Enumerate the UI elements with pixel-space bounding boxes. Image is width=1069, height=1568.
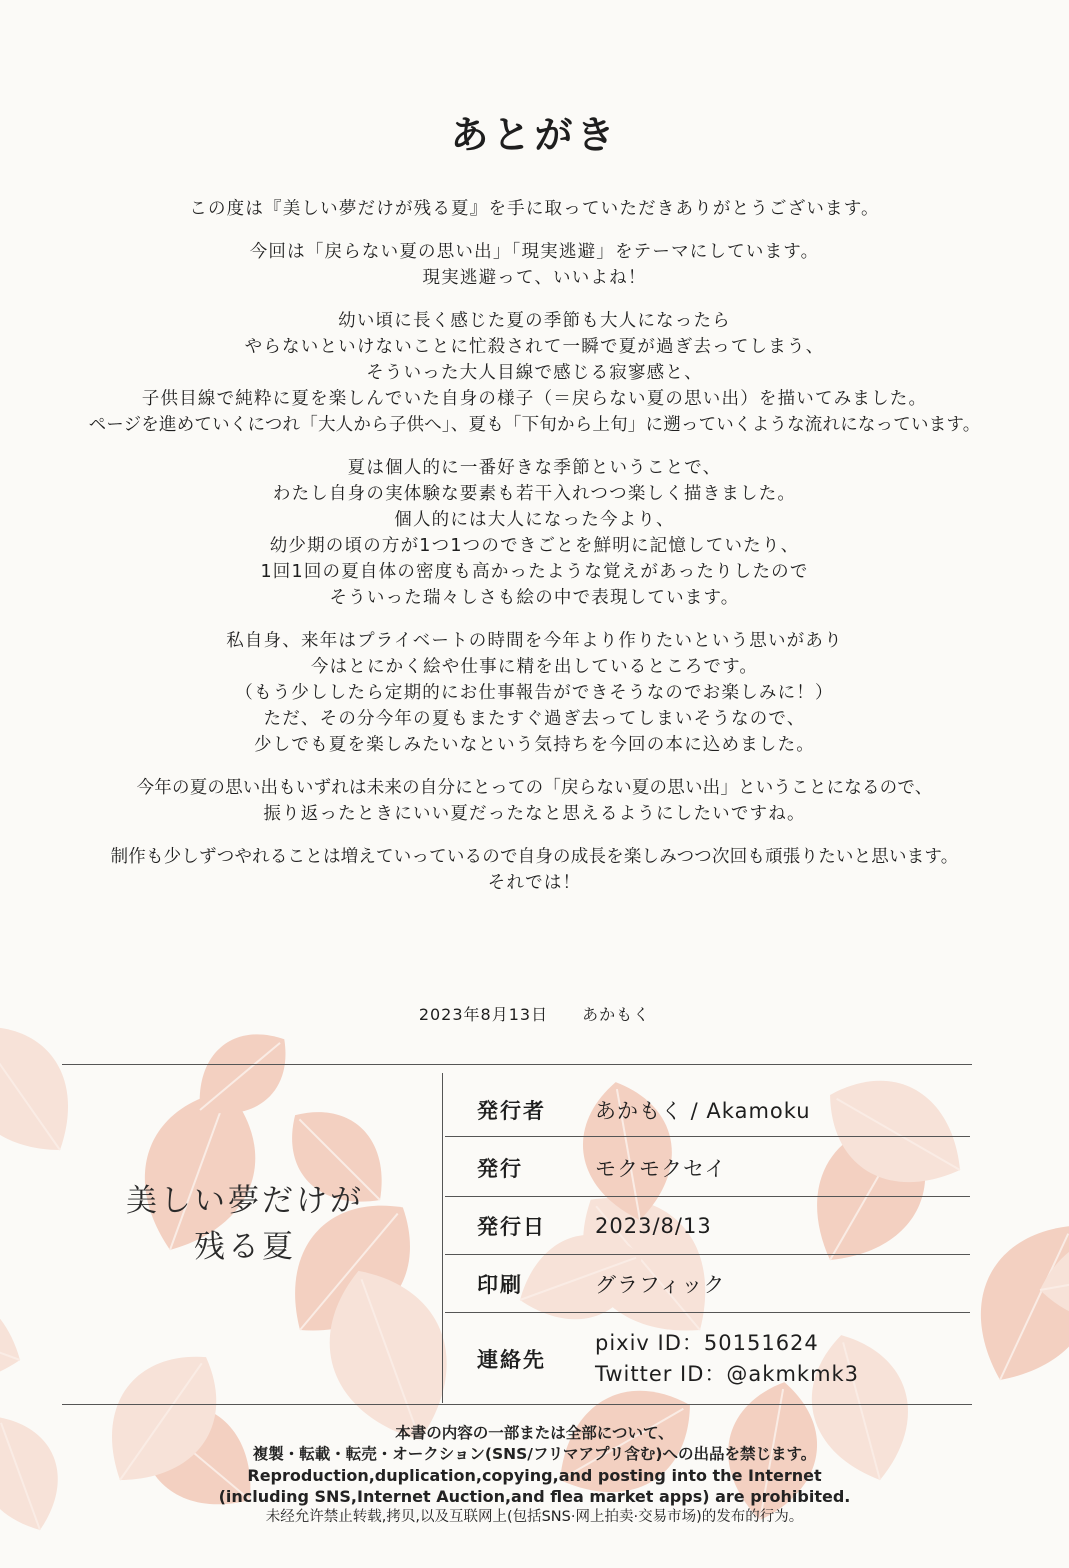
book-title xyxy=(110,1178,380,1270)
colophon-row-rule xyxy=(445,1254,970,1255)
copyright-en-line2: (including SNS,Internet Auction,and flea market apps) are prohibited. xyxy=(218,1487,851,1506)
issue-date-label: 発行日 xyxy=(477,1215,546,1239)
afterword-signature: あかもく xyxy=(582,1005,651,1024)
afterword-line: 子供目線で純粋に夏を楽しんでいた自身の様子（＝戻らない夏の思い出）を描いてみました。 xyxy=(141,389,928,409)
afterword-paragraph xyxy=(40,844,1029,896)
contact-label: 連絡先 xyxy=(477,1348,546,1372)
book-title-line1: 美しい夢だけが xyxy=(126,1183,364,1219)
afterword-line: わたし自身の実体験な要素も若干入れつつ楽しく描きました。 xyxy=(272,484,797,504)
page-title: あとがき xyxy=(450,113,619,157)
afterword-paragraph xyxy=(40,628,1029,758)
colophon-row-date xyxy=(445,1208,970,1244)
colophon-row-printer xyxy=(445,1266,970,1302)
colophon-top-rule xyxy=(62,1064,972,1065)
afterword-line: 制作も少しずつやれることは増えていっているので自身の成長を楽しみつつ次回も頑張りたいと思います。 xyxy=(110,847,959,867)
issue-date-value: 2023/8/13 xyxy=(595,1214,712,1238)
contact-twitter: Twitter ID：@akmkmk3 xyxy=(595,1362,860,1386)
colophon-row-publisher xyxy=(445,1092,970,1128)
afterword-line: 私自身、来年はプライベートの時間を今年より作りたいという思いがあり xyxy=(226,631,843,651)
date-signature xyxy=(0,1002,1069,1025)
afterword-line: ページを進めていくにつれ「大人から子供へ」、夏も「下旬から上旬」に遡っていくような流れになっています。 xyxy=(88,415,981,435)
printer-value: グラフィック xyxy=(595,1273,726,1297)
colophon-divider xyxy=(442,1073,443,1403)
colophon-row-contact xyxy=(445,1326,970,1392)
afterword-line: そういった大人目線で感じる寂寥感と、 xyxy=(366,363,703,383)
afterword-paragraph xyxy=(40,308,1029,438)
afterword-body xyxy=(40,196,1029,913)
afterword-paragraph xyxy=(40,239,1029,291)
afterword-line: 現実逃避って、いいよね！ xyxy=(422,268,647,288)
copyright-en-line1: Reproduction,duplication,copying,and posting into the Internet xyxy=(247,1466,822,1485)
printer-label: 印刷 xyxy=(477,1273,523,1297)
afterword-line: 今回は「戻らない夏の思い出」「現実逃避」をテーマにしています。 xyxy=(249,242,820,262)
copyright-ja-line1: 本書の内容の一部または全部について、 xyxy=(395,1424,674,1442)
afterword-line: そういった瑞々しさも絵の中で表現しています。 xyxy=(329,588,740,608)
afterword-line: 夏は個人的に一番好きな季節ということで、 xyxy=(347,458,722,478)
afterword-line: （もう少ししたら定期的にお仕事報告ができそうなのでお楽しみに！） xyxy=(235,683,834,703)
afterword-line: 個人的には大人になった今より、 xyxy=(394,510,675,530)
colophon-row-rule xyxy=(445,1312,970,1313)
afterword-paragraph xyxy=(40,455,1029,611)
circle-value: モクモクセイ xyxy=(595,1157,727,1181)
afterword-line: ただ、その分今年の夏もまたすぐ過ぎ去ってしまいそうなので、 xyxy=(263,709,806,729)
afterword-line: この度は『美しい夢だけが残る夏』を手に取っていただきありがとうございます。 xyxy=(189,199,880,219)
afterword-paragraph xyxy=(40,196,1029,222)
afterword-line: 1回1回の夏自体の密度も高かったような覚えがあったりしたので xyxy=(260,562,809,582)
copyright-notice xyxy=(0,1423,1069,1528)
colophon-row-rule xyxy=(445,1136,970,1137)
afterword-line: 今はとにかく絵や仕事に精を出しているところです。 xyxy=(310,657,759,677)
afterword-line: 振り返ったときにいい夏だったなと思えるようにしたいですね。 xyxy=(263,804,806,824)
publisher-value: あかもく / Akamoku xyxy=(595,1099,811,1123)
afterword-date: 2023年8月13日 xyxy=(418,1005,549,1024)
afterword-line: 少しでも夏を楽しみたいなという気持ちを今回の本に込めました。 xyxy=(254,735,815,755)
copyright-ja-line2: 複製・転載・転売・オークション(SNS/フリマアプリ含む)への出品を禁じます。 xyxy=(252,1445,817,1463)
afterword-line: 今年の夏の思い出もいずれは未来の自分にとっての「戻らない夏の思い出」ということになるので、 xyxy=(136,778,933,798)
afterword-paragraph xyxy=(40,775,1029,827)
afterword-line: それでは！ xyxy=(487,873,582,893)
copyright-cn-line: 未经允许禁止转载,拷贝,以及互联网上(包括SNS·网上拍卖·交易市场)的发布的行为。 xyxy=(265,1509,804,1525)
book-title-line2: 残る夏 xyxy=(194,1229,296,1265)
afterword-line: やらないといけないことに忙殺されて一瞬で夏が過ぎ去ってしまう、 xyxy=(244,337,825,357)
circle-label: 発行 xyxy=(477,1157,523,1181)
colophon-row-circle xyxy=(445,1150,970,1186)
afterword-line: 幼い頃に長く感じた夏の季節も大人になったら xyxy=(338,311,731,331)
contact-pixiv: pixiv ID：50151624 xyxy=(595,1331,819,1355)
colophon-bottom-rule xyxy=(62,1404,972,1405)
colophon-row-rule xyxy=(445,1196,970,1197)
publisher-label: 発行者 xyxy=(477,1099,546,1123)
afterword-line: 幼少期の頃の方が1つ1つのできごとを鮮明に記憶していたり、 xyxy=(269,536,800,556)
